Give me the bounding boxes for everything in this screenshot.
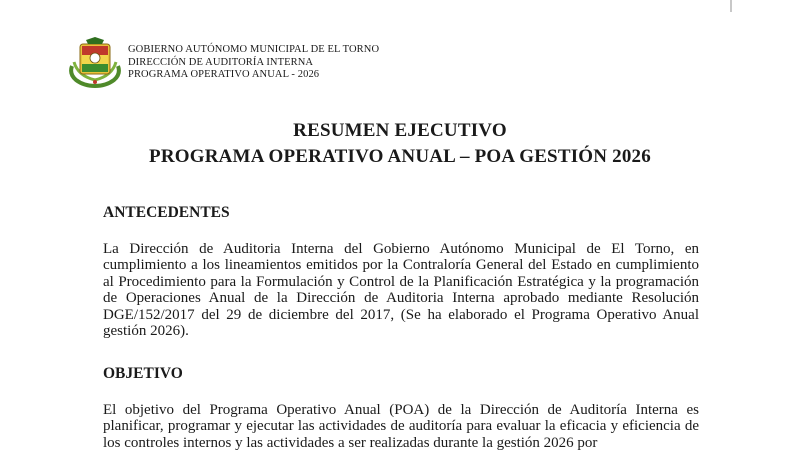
- letterhead-department: DIRECCIÓN DE AUDITORÍA INTERNA: [128, 56, 314, 68]
- letterhead-program: PROGRAMA OPERATIVO ANUAL - 2026: [128, 69, 320, 80]
- section-body-antecedentes: La Dirección de Auditoria Interna del Gobierno Autónomo Municipal de El Torno, en cumplimiento a los lineamientos emitidos por la Contraloría General del Estado en cumplimiento al Procedimiento para la Formulación y Control de la Planificación Estratégica y la programación de Operaciones Anual de la Dirección de Auditoria Interna aprobado mediante Resolución DGE/152/2017 del 29 de diciembre del 2017, (Se ha elaborado el Programa Operativo Anual gestión 2026).: [103, 241, 699, 340]
- document-subtitle: PROGRAMA OPERATIVO ANUAL – POA GESTIÓN 2026: [149, 146, 651, 167]
- letterhead: [128, 44, 379, 82]
- municipal-crest-logo: [68, 36, 122, 88]
- section-heading-objetivo: OBJETIVO: [103, 365, 183, 382]
- page-edge-mark: [730, 0, 732, 12]
- letterhead-institution: GOBIERNO AUTÓNOMO MUNICIPAL DE EL TORNO: [128, 44, 380, 55]
- section-heading-antecedentes: ANTECEDENTES: [103, 204, 230, 221]
- document-title: RESUMEN EJECUTIVO: [293, 120, 507, 141]
- section-body-objetivo: El objetivo del Programa Operativo Anual (POA) de la Dirección de Auditoría Interna es planificar, programar y ejecutar las actividades de auditoría para evaluar la eficacia y eficiencia de los controles internos y las actividades a ser realizadas durante la gestión 2026 por: [103, 402, 699, 451]
